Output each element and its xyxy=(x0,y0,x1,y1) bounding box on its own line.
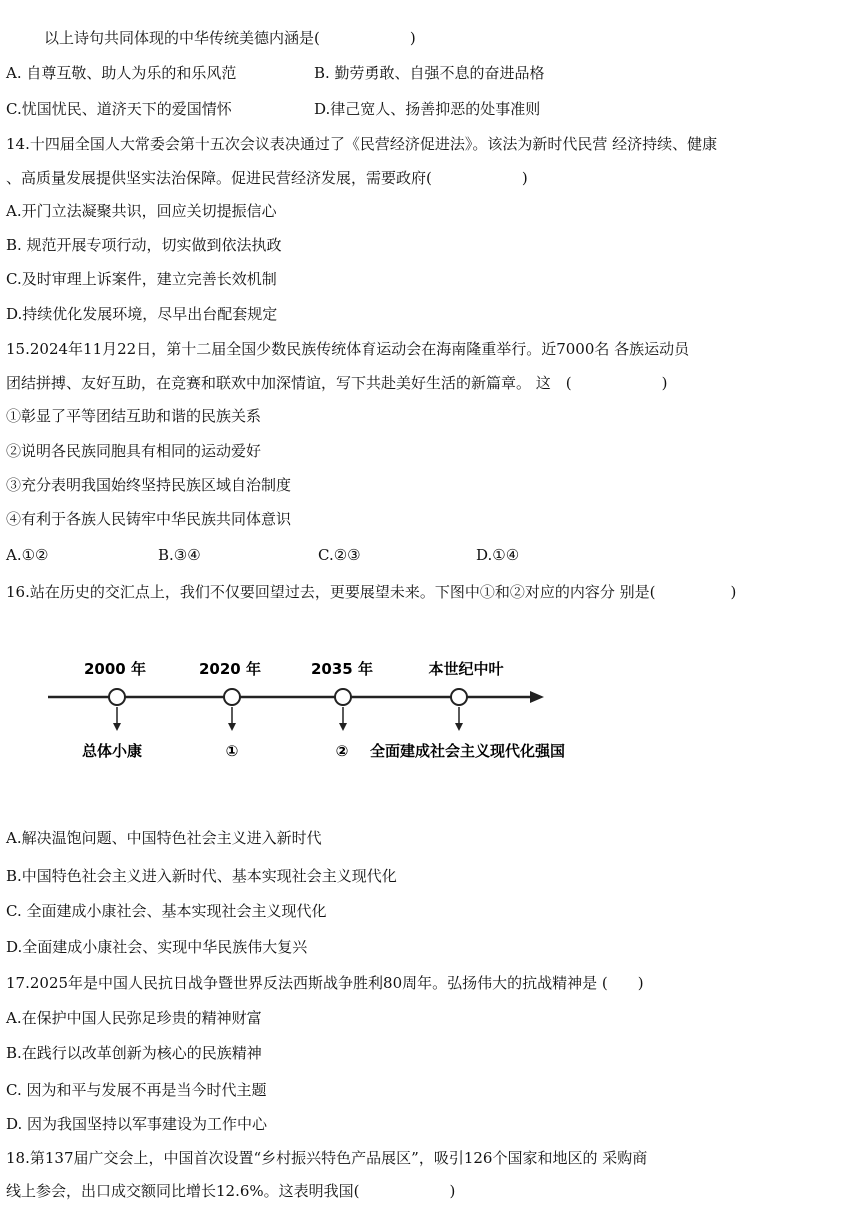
q15-statement-4: ④有利于各族人民铸牢中华民族共同体意识 xyxy=(6,510,292,528)
q15-statement-3: ③充分表明我国始终坚持民族区域自治制度 xyxy=(6,476,292,494)
q14-option-b: B. 规范开展专项行动，切实做到依法执政 xyxy=(6,236,282,254)
q17-option-b: B.在践行以改革创新为核心的民族精神 xyxy=(6,1044,262,1062)
timeline-down-arrow xyxy=(339,723,347,731)
timeline-year-2000: 2000 年 xyxy=(84,660,146,678)
q15-option-d: D.①④ xyxy=(476,546,520,564)
timeline-down-arrow xyxy=(228,723,236,731)
timeline-node-2000 xyxy=(82,660,146,760)
timeline-dot xyxy=(451,689,467,705)
timeline-dot xyxy=(335,689,351,705)
q17-stem: 17.2025年是中国人民抗日战争暨世界反法西斯战争胜利80周年。弘扬伟大的抗战精神是 ( ) xyxy=(6,974,644,992)
timeline-dot xyxy=(224,689,240,705)
timeline-node-2020 xyxy=(199,660,261,760)
q16-option-a: A.解决温饱问题、中国特色社会主义进入新时代 xyxy=(6,829,322,847)
timeline-node-midcentury xyxy=(370,660,565,760)
q14-stem-line2: 、高质量发展提供坚实法治保障。促进民营经济发展，需要政府( ) xyxy=(6,169,528,187)
q15-stem-line1: 15.2024年11月22日，第十二届全国少数民族传统体育运动会在海南隆重举行。近7000名 各族运动员 xyxy=(6,340,690,358)
timeline-dot xyxy=(109,689,125,705)
q15-option-c: C.②③ xyxy=(318,546,361,564)
timeline-label-midcentury: 全面建成社会主义现代化强国 xyxy=(370,742,566,760)
q13-option-c: C.忧国忧民、道济天下的爱国情怀 xyxy=(6,100,232,118)
q15-option-a: A.①② xyxy=(6,546,49,564)
q16-option-d: D.全面建成小康社会、实现中华民族伟大复兴 xyxy=(6,938,308,956)
q14-option-a: A.开门立法凝聚共识，回应关切提振信心 xyxy=(6,202,277,220)
timeline-node-2035 xyxy=(311,660,373,760)
q16-stem: 16.站在历史的交汇点上，我们不仅要回望过去，更要展望未来。下图中①和②对应的内容分 别是( ) xyxy=(6,583,737,601)
timeline-label-2000: 总体小康 xyxy=(81,742,143,760)
q14-option-c: C.及时审理上诉案件，建立完善长效机制 xyxy=(6,270,277,288)
timeline-year-2035: 2035 年 xyxy=(311,660,373,678)
q16-option-b: B.中国特色社会主义进入新时代、基本实现社会主义现代化 xyxy=(6,867,397,885)
q14-stem-line1: 14.十四届全国人大常委会第十五次会议表决通过了《民营经济促进法》。该法为新时代民营 经济持续、健康 xyxy=(6,135,718,153)
timeline-year-2020: 2020 年 xyxy=(199,660,261,678)
q13-option-d: D.律己宽人、扬善抑恶的处事准则 xyxy=(314,100,541,118)
timeline-down-arrow xyxy=(455,723,463,731)
q18-stem-line2: 线上参会，出口成交额同比增长12.6%。这表明我国( ) xyxy=(6,1182,456,1200)
q17-option-d: D. 因为我国坚持以军事建设为工作中心 xyxy=(6,1115,268,1133)
q13-option-a: A. 自尊互敬、助人为乐的和乐风范 xyxy=(6,64,237,82)
q13-option-b: B. 勤劳勇敢、自强不息的奋进品格 xyxy=(314,64,545,82)
q15-stem-line2: 团结拼搏、友好互助，在竞赛和联欢中加深情谊，写下共赴美好生活的新篇章。 这 ( ) xyxy=(6,374,668,392)
timeline-year-midcentury: 本世纪中叶 xyxy=(428,660,504,678)
timeline-arrowhead xyxy=(530,691,544,703)
q17-option-c: C. 因为和平与发展不再是当今时代主题 xyxy=(6,1081,267,1099)
timeline-label-2035: ② xyxy=(335,742,349,760)
q16-option-c: C. 全面建成小康社会、基本实现社会主义现代化 xyxy=(6,902,327,920)
q15-option-b: B.③④ xyxy=(158,546,201,564)
q13-stem: 以上诗句共同体现的中华传统美德内涵是( ) xyxy=(44,29,416,47)
q17-option-a: A.在保护中国人民弥足珍贵的精神财富 xyxy=(6,1009,262,1027)
timeline-down-arrow xyxy=(113,723,121,731)
q18-stem-line1: 18.第137届广交会上，中国首次设置“乡村振兴特色产品展区”，吸引126个国家和地区的 采购商 xyxy=(6,1149,648,1167)
timeline-label-2020: ① xyxy=(225,742,239,760)
q15-statement-2: ②说明各民族同胞具有相同的运动爱好 xyxy=(6,442,262,460)
q15-statement-1: ①彰显了平等团结互助和谐的民族关系 xyxy=(6,407,262,425)
timeline-figure xyxy=(40,650,580,790)
q14-option-d: D.持续优化发展环境，尽早出台配套规定 xyxy=(6,305,278,323)
